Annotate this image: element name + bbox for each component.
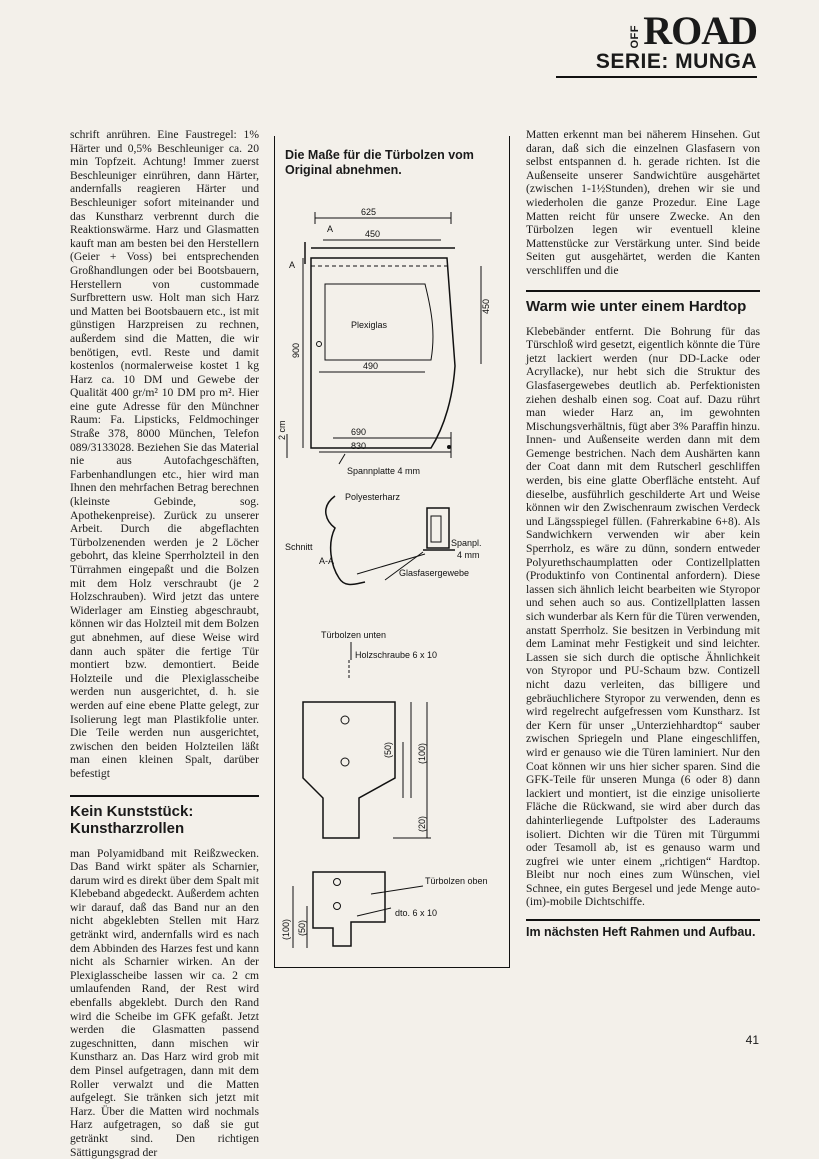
glasfaser-label: Glasfasergewebe — [399, 568, 469, 578]
spanpl-mm-label: 4 mm — [457, 550, 480, 560]
dim-690: 690 — [351, 427, 366, 437]
dim-490: 490 — [363, 361, 378, 371]
bolt-top-outline — [313, 872, 385, 946]
offroad-logo — [630, 14, 757, 48]
label-a-left: A — [289, 260, 295, 270]
polyesterharz-label: Polyesterharz — [345, 492, 401, 502]
label-a-top: A — [327, 224, 333, 234]
tuerbolzen-oben-label: Türbolzen oben — [425, 876, 488, 886]
section-curve — [326, 496, 365, 585]
column-right — [526, 128, 760, 940]
spanpl-label: Spanpl. — [451, 538, 482, 548]
dim-50: (50) — [383, 742, 393, 758]
logo-road-text: ROAD — [643, 14, 757, 48]
dim-625: 625 — [361, 207, 376, 217]
figure-title: Die Maße für die Türbolzen vom Original abnehmen. — [285, 148, 495, 178]
dim-830: 830 — [351, 441, 366, 451]
dim-50b: (50) — [297, 920, 307, 936]
page-number: 41 — [746, 1033, 759, 1047]
dim-100: (100) — [417, 743, 427, 764]
dim-100b: (100) — [281, 919, 291, 940]
schnitt-aa-label: A-A — [319, 556, 334, 566]
tuerbolzen-unten-label: Türbolzen unten — [321, 630, 386, 640]
bolt-bottom-outline — [303, 702, 395, 838]
dim-900: 900 — [291, 343, 301, 358]
section-heading-box — [70, 795, 259, 837]
series-title: SERIE: MUNGA — [596, 50, 757, 74]
door-outline — [311, 258, 455, 448]
schnitt-label: Schnitt — [285, 542, 313, 552]
column-left-paragraph-2: man Polyamidband mit Reißzwecken. Das Band wirkt später als Scharnier, darum wird es direkt über dem Spalt mit Klebeband abgedeckt. Außerdem achten wir darauf, daß das Band nur an den nicht abgeklebten Stellen mit Harz getränkt wird, andernfalls wird es nach dem Abbinden des Harzes fest und kann nicht als Scharnier wirken. An der Plexiglasscheibe lassen wir ca. 2 cm umlaufenden Rand, der Rest wird ebenfalls abgeklebt. Durch den Rand wird die Scheibe im GFK gefaßt. Jetzt werden die Glasmatten passend zugeschnitten, dann mischen wir Kunstharz an. Das Harz wird grob mit dem Pinsel aufgetragen, dann mit dem Roller verwalzt und die Matten aufgelegt. Sie tränken sich jetzt mit Harz. Über die Matten wird nochmals Harz aufgetragen, so daß sie gut getränkt sind. Den richtigen Sättigungsgrad der — [70, 847, 259, 1159]
bolt-top-screw-2 — [334, 903, 341, 910]
section-heading-box-2 — [526, 290, 760, 315]
dim-450-top: 450 — [365, 229, 380, 239]
header-rule — [556, 76, 757, 78]
section-heading-kunstharzrollen: Kein Kunststück: Kunstharzrollen — [70, 803, 259, 837]
figure-drawing — [275, 136, 511, 968]
logo-off-text: OFF — [630, 25, 641, 49]
column-right-paragraph-1: Matten erkennt man bei näherem Hinsehen. Gut daran, daß sich die einzelnen Glasfasern von selbst entspannen d. h. gerade richten. Ist die Außenseite unserer Sandwichtüre ausgehärtet (zwischen 1-1½Stunden), drehen wir sie und wiederholen die ganze Prozedur. Eine Lage Matten reicht für unsere Zwecke. An den Türbolzen legen wir eventuell kleine Mattenstücke zur Verstärkung unter. Sind beide Seiten gut ausgehärtet, werden die Kanten verschliffen und die — [526, 128, 760, 278]
spannplatte-label: Spannplatte 4 mm — [347, 466, 420, 476]
next-issue-teaser: Im nächsten Heft Rahmen und Aufbau. — [526, 919, 760, 940]
bolt-top-screw-1 — [334, 879, 341, 886]
column-left-paragraph-1: schrift anrühren. Eine Faustregel: 1% Härter und 0,5% Beschleuniger ca. 20 min Topfzeit. Achtung! Immer zuerst Beschleuniger einrühren, dann Härter, andernfalls reagieren Härter und Beschleuniger sofort miteinander und das Kunstharz verbrennt durch die Reaktionswärme. Harz und Glasmatten kauft man am besten bei den Herstellern (Geier + Voss) bei entsprechenden Großhandlungen oder bei Bootsbauern, Herstellern von custommade Surfbrettern usw. Holt man sich Harz und Matten bei Bootsbauern etc., ist mit günstigen Harzpreisen zu rechnen, außerdem sind die Matten, die wir benötigen, evtl. Reste und damit kostenlos (normalerweise kostet 1 kg Harz ca. 10 DM und Gewebe der Qualität 400 gr/m² 10 DM pro m². Hier eine gute Adresse für den Münchner Raum: Fa. Lipsticks, Feldmochinger Straße 378, 8000 München, Telefon 089/3133028. Beziehen Sie das Material nie aus Autofachgeschäften, Farbenhandlungen etc., hier wird man Ihnen den mehrfachen Betrag berechnen (kleinste Gebinde, sog. Apothekenpreise). Zurück zu unserer Arbeit. Durch die abgeflachten Türbolzenenden werden je 2 Löcher gebohrt, das kleine Sperrholzteil in den Türrahmen eingepaßt und die Bolzen mit dem Holz verschraubt (je 2 Holzschrauben). Wird jetzt das untere Widerlager am Einstieg abgeschraubt, können wir das Holzteil mit dem Bolzen gut abnehmen, auf diese Weise wird dann auch später die fertige Tür montiert bzw. demontiert. Beide Holzteile und die Plexiglasscheibe werden nun ausgerichtet, d. h. sie werden auf eine ebene Platte gelegt, zur Isolierung legt man Plastikfolie unter. Die Teile werden nun ausgerichtet, zwischen den beiden Holzteilen läßt man einen kleinen Spalt, darüber befestigt — [70, 128, 259, 781]
technical-figure — [274, 136, 510, 968]
dim-20: (20) — [417, 816, 427, 832]
bolt-bottom-screw-1 — [341, 716, 349, 724]
column-right-paragraph-2: Klebebänder entfernt. Die Bohrung für das Türschloß wird gesetzt, eigentlich könnte die Türe jetzt lackiert werden (nur DD-Lacke oder Acryllacke), nur hebt sich die Struktur des Glasfasergewebes deutlich ab. Perfektionisten ziehen deshalb einen sog. Coat auf. Dazu rührt man wieder Harz an, im gewohnten Mischungsverhältnis, fügt aber 3% Paraffin hinzu. Innen- und Außenseite werden dann mit dem Gemenge bestrichen. Nach dem Aushärten kann der Coat dann mit dem Rutscherl geschliffen werden, bis eine glatte Oberfläche entsteht. Auf dieselbe, ausführlich geschilderte Art und Weise können wir den Zwischenraum zwischen Verdeck und Längsspiegel füllen. (Fahrerkabine 6+8). Als Sandwichkern verwenden wir aber kein Sperrholz, es wäre zu dünn, sondern entweder Polyurethschaumplatten oder Contizellplatten (Produktinfo von Continental anfordern). Diese lassen sich ähnlich leicht bearbeiten wie Styropor und sehen auch so aus. Contizellplatten lassen sich wunderbar als Kern für die Türen verwenden, anstatt Sperrholz. Sie besitzen in Verbindung mit dem Laminat mehr Festigkeit und sind leichter. Lassen sie sich durch die optische Ähnlichkeit von Styropor und PU-Schaum bzw. Contizell nicht dazu verleiten, das billigere und gebräuchlichere Styropor zu verwenden, denn es wird regelrecht aufgefressen vom Kunstharz. Ist der Kern für unser „Unterziehhardtop“ sauber zwischen Spriegeln und Plane eingeschliffen, wird er genauso wie die Türen laminiert. Nur den Coat können wir uns hier sicher sparen. Sind die GFK-Teile für unseren Munga (6 oder 8) dann lackiert und montiert, ist die einzige unisolierte Fläche die Rückwand, sie wird aber durch das dahinterliegende Luftpolster des Laderaums isoliert. Dichten wir die Türen mit Türgummi oder Tesamoll ab, ist es genauso warm und zugfrei wie unter einem „richtigen“ Hardtop. Bleibt nur noch eines zum Wünschen, viel Schnee, ein gutes Bergesel und jede Menge auto-(im)-mobile Dichtschiffe. — [526, 325, 760, 910]
dto-label: dto. 6 x 10 — [395, 908, 437, 918]
section-heading-hardtop: Warm wie unter einem Hardtop — [526, 298, 760, 315]
column-left — [70, 128, 259, 1159]
plexiglas-label: Plexiglas — [351, 320, 388, 330]
bolt-bottom-screw-2 — [341, 758, 349, 766]
holzschraube-label: Holzschraube 6 x 10 — [355, 650, 437, 660]
dim-450-side: 450 — [481, 299, 491, 314]
dim-2cm: 2 cm — [277, 420, 287, 440]
